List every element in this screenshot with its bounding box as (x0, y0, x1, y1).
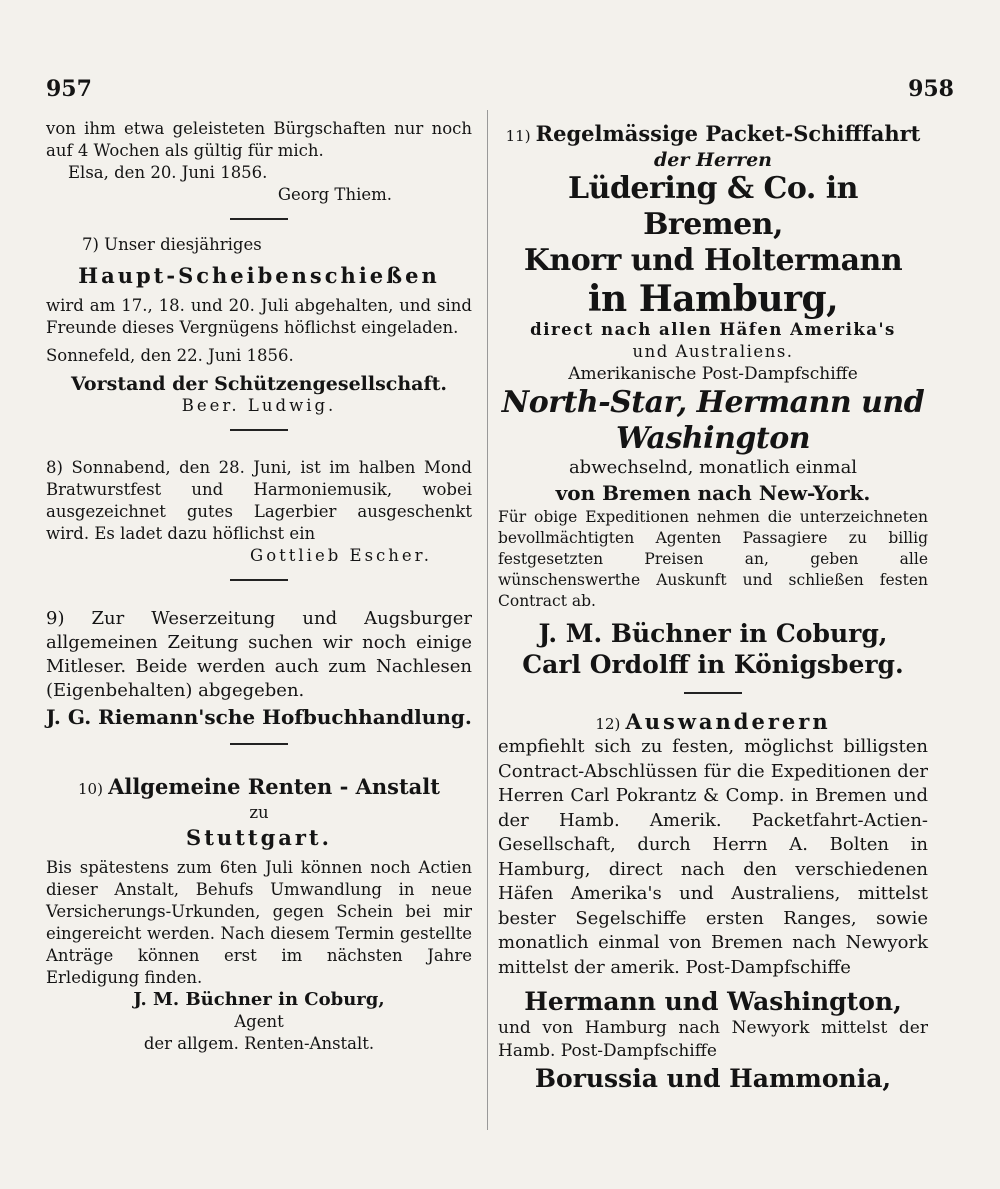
ad11-direct: direct nach allen Häfen Amerika's (530, 320, 896, 339)
ad11-firm-2: Knorr und Holtermann (523, 243, 903, 278)
ad9-text: 9) Zur Weserzeitung und Augsburger allgemeinen Zeitung suchen wir noch einige Mitleser. Beide werden auch zum Nachlesen (Eigenbehalten) abgegeben. (46, 608, 472, 701)
ad10-title: Allgemeine Renten - Anstalt (108, 774, 440, 799)
ad10-city: Stuttgart. (186, 825, 332, 850)
ad8-signature: Gottlieb Escher. (250, 546, 432, 565)
ad12-ships-hamburg: Borussia und Hammonia, (534, 1064, 892, 1093)
ad10-number: 10) (78, 780, 103, 798)
right-column (498, 118, 928, 1094)
ad11-firm-3: in Hamburg, (587, 278, 839, 320)
notice-text: von ihm etwa geleisteten Bürgschaften nur noch auf 4 Wochen als gültig für mich. (46, 119, 472, 160)
ad10-zu: zu (249, 803, 269, 822)
ad11-number: 11) (505, 127, 531, 145)
separator-rule (230, 218, 288, 220)
separator-rule (230, 429, 288, 431)
ad-11 (498, 118, 928, 680)
ad11-firm-1: Lüdering & Co. in Bremen, (568, 171, 858, 242)
ad12-ships-bremen: Hermann und Washington, (524, 987, 902, 1016)
ad11-route: von Bremen nach New-York. (555, 481, 871, 505)
ad11-ships-2: Washington (615, 421, 811, 456)
ad-9 (46, 595, 472, 731)
column-divider (487, 110, 488, 1130)
ad7-headline: Haupt-Scheibenschießen (78, 263, 440, 288)
ad11-und-australien: und Australiens. (632, 342, 794, 361)
left-column (46, 118, 472, 1055)
notice-thiem (46, 118, 472, 206)
page-number-left: 957 (46, 76, 92, 102)
ad12-number: 12) (595, 715, 621, 733)
ad10-body: Bis spätestens zum 6ten Juli können noch Actien dieser Anstalt, Behufs Umwandlung in neue Versicherungs-Urkunden, gegen Schein bei mir eingereicht werden. Nach diesem Termin gestellte Anträge können erst im nächsten Jahre Erledigung finden. (46, 858, 472, 987)
ad11-ships-1: North-Star, Hermann und (501, 385, 925, 420)
ad7-body: wird am 17., 18. und 20. Juli abgehalten, und sind Freunde dieses Vergnügens höflichst eingeladen. (46, 296, 472, 337)
ad7-names: Beer. Ludwig. (181, 396, 337, 415)
ad11-der-herren: der Herren (654, 149, 772, 171)
notice-signature: Georg Thiem. (277, 185, 392, 204)
ad7-signer: Vorstand der Schützengesellschaft. (70, 373, 448, 395)
ad10-role: Agent (234, 1012, 284, 1031)
ad8-text: 8) Sonnabend, den 28. Juni, ist im halben Mond Bratwurstfest und Harmoniemusik, wobei ausgezeichnet gutes Lagerbier ausgeschenkt wird. Es ladet dazu höflichst ein (46, 458, 472, 543)
ad12-body-2: und von Hamburg nach Newyork mittelst der Hamb. Post-Dampfschiffe (498, 1018, 928, 1061)
ad11-agent-1: J. M. Büchner in Coburg, (538, 619, 888, 648)
ad11-agent-2: Carl Ordolff in Königsberg. (522, 650, 904, 679)
ad12-heading: Auswanderern (625, 709, 831, 734)
ad-7 (46, 234, 472, 417)
page-number-right: 958 (908, 76, 954, 102)
separator-rule (230, 743, 288, 745)
ad11-frequency: abwechselnd, monatlich einmal (568, 457, 858, 478)
ad7-lead: 7) Unser diesjähriges (82, 235, 262, 254)
ad9-signature: J. G. Riemann'sche Hofbuchhandlung. (46, 705, 472, 729)
ad-8 (46, 445, 472, 567)
ad11-body: Für obige Expeditionen nehmen die unterzeichneten bevollmächtigten Agenten Passagiere zu billig festgesetzten Preisen an, geben alle wünschenswerthe Auskunft und schließen festen Contract ab. (498, 508, 928, 610)
ad10-signature: J. M. Büchner in Coburg, (133, 989, 385, 1010)
ad11-title: Regelmässige Packet-Schifffahrt (535, 121, 921, 146)
ad12-body-1: empfiehlt sich zu festen, möglichst billigsten Contract-Abschlüssen für die Expeditionen der Herren Carl Pokrantz & Comp. in Bremen und der Hamb. Amerik. Packetfahrt-Actien-Gesellschaft, durch Herrn A. Bolten in Hamburg, direct nach den verschiedenen Häfen Amerika's und Australiens, mittelst bester Segelschiffe ersten Ranges, sowie monatlich einmal von Bremen nach Newyork mittelst der amerik. Post-Dampfschiffe (498, 736, 928, 978)
separator-rule (684, 692, 742, 694)
ad-10 (46, 759, 472, 1055)
ad7-place-date: Sonnefeld, den 22. Juni 1856. (46, 346, 294, 365)
ad11-subtitle: Amerikanische Post-Dampfschiffe (568, 364, 858, 384)
ad-12 (498, 708, 928, 1094)
separator-rule (230, 579, 288, 581)
ad10-of: der allgem. Renten-Anstalt. (143, 1034, 375, 1053)
notice-place-date: Elsa, den 20. Juni 1856. (68, 163, 268, 182)
